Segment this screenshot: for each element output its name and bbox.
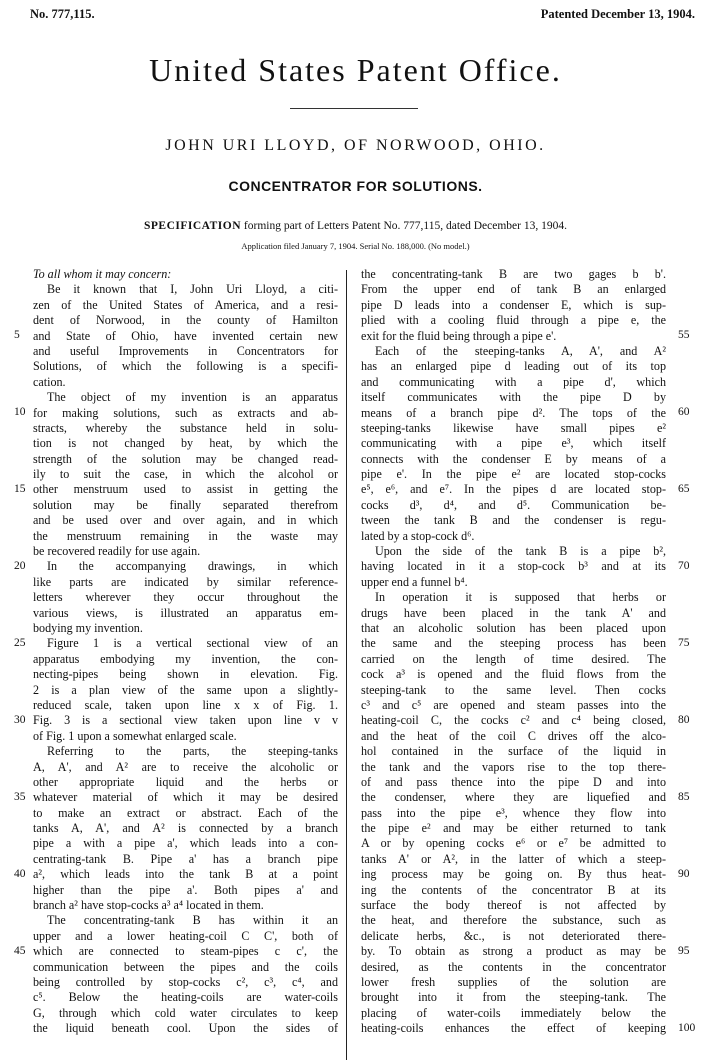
line-number: 95: [678, 944, 690, 957]
text-line: and the heat of the coil C drives off the alco-: [361, 728, 666, 743]
text-line: for making solutions, such as extracts and ab-: [33, 405, 338, 420]
line-number: 75: [678, 636, 690, 649]
line-number: 70: [678, 559, 690, 572]
patent-date: Patented December 13, 1904.: [540, 7, 695, 21]
text-line: and be used over and over again, and in which: [33, 513, 338, 528]
line-number: 85: [678, 790, 690, 803]
text-line: connects with the condenser E by means of a: [361, 451, 666, 466]
text-line: a², which leads into the tank B at a point: [33, 867, 338, 882]
text-line: tanks A, A', and A² is connected by a branch: [33, 821, 338, 836]
text-line: placing of water-coils immediately below the: [361, 1005, 666, 1020]
text-line: In the accompanying drawings, in which: [47, 559, 338, 574]
application-line: Application filed January 7, 1904. Serial No. 188,000. (No model.): [241, 241, 470, 251]
text-line: various views, is illustrated an apparatus em-: [33, 605, 338, 620]
text-line: of Fig. 1 upon a somewhat enlarged scale.: [33, 728, 237, 743]
right-text-column: [361, 267, 666, 1037]
text-line: drugs have been placed in the tank A' and: [361, 605, 666, 620]
text-line: like parts are indicated by similar reference-: [33, 574, 338, 589]
text-line: steeping-tanks likewise have small pipes e²: [361, 420, 666, 435]
text-line: Each of the steeping-tanks A, A', and A²: [375, 343, 666, 358]
text-line: which are connected to steam-pipes c c', the: [33, 944, 338, 959]
text-line: the menstruum remaining in the waste may: [33, 528, 338, 543]
text-line: heating-coils enhances the effect of keeping: [361, 1021, 666, 1036]
text-line: hol contained in the surface of the liquid in: [361, 744, 666, 759]
inventor-line: JOHN URI LLOYD, OF NORWOOD, OHIO.: [165, 137, 546, 154]
text-line: From the upper end of tank B an enlarged: [361, 282, 666, 297]
invention-title: CONCENTRATOR FOR SOLUTIONS.: [228, 178, 483, 194]
column-divider: [346, 270, 347, 1060]
text-line: branch a² have stop-cocks a³ a⁴ located in them.: [33, 898, 264, 913]
text-line: cation.: [33, 374, 66, 389]
text-line: plied with a cooling fluid through a pipe e, the: [361, 313, 666, 328]
text-line: Be it known that I, John Uri Lloyd, a citi-: [47, 282, 338, 297]
text-line: by. To obtain as strong a product as may be: [361, 944, 666, 959]
line-number: 20: [14, 559, 26, 572]
text-line: the heat, and therefore the substance, such as: [361, 913, 666, 928]
line-number: 25: [14, 636, 26, 649]
text-line: ing the contents of the concentrator B at its: [361, 882, 666, 897]
text-line: has an enlarged pipe d leading out of its top: [361, 359, 666, 374]
specification-text: forming part of Letters Patent No. 777,115, dated December 13, 1904.: [241, 220, 567, 232]
line-number: 40: [14, 867, 26, 880]
text-line: having located in it a stop-cock b³ and at its: [361, 559, 666, 574]
text-line: To all whom it may concern:: [33, 267, 172, 281]
text-line: pass into the pipe e³, whence they flow into: [361, 805, 666, 820]
text-line: steeping-tank to the same level. Then cocks: [361, 682, 666, 697]
text-line: and State of Ohio, have invented certain new: [33, 328, 338, 343]
text-line: to make an extract or abstract. Each of the: [33, 805, 338, 820]
text-line: Upon the side of the tank B is a pipe b²,: [375, 544, 666, 559]
specification-line: [0, 220, 711, 232]
line-number: 45: [14, 944, 26, 957]
line-number: 5: [14, 328, 20, 341]
text-line: being controlled by stop-cocks c², c³, c⁴, and: [33, 974, 338, 989]
text-line: the pipe e² and may be either returned to tank: [361, 821, 666, 836]
text-line: pipe e'. In the pipe e² are located stop-cocks: [361, 467, 666, 482]
text-line: 2 is a plan view of the same upon a slightly-: [33, 682, 338, 697]
line-number: 15: [14, 482, 26, 495]
text-line: c³ and c⁵ are opened and steam passes into the: [361, 697, 666, 712]
office-title: United States Patent Office.: [149, 52, 562, 88]
text-line: be recovered readily for use again.: [33, 544, 201, 559]
text-line: other menstruum used to assist in getting the: [33, 482, 338, 497]
text-line: communication between the pipes and the coils: [33, 959, 338, 974]
text-line: dent of Norwood, in the county of Hamilton: [33, 313, 338, 328]
line-number: 30: [14, 713, 26, 726]
text-line: Solutions, of which the following is a specifi-: [33, 359, 338, 374]
text-line: brought into it from the steeping-tank. The: [361, 990, 666, 1005]
text-line: The object of my invention is an apparatus: [47, 390, 338, 405]
text-line: tanks A' or A², in the latter of which a steep-: [361, 851, 666, 866]
line-number: 60: [678, 405, 690, 418]
text-line: cocks d³, d⁴, and d⁵. Communication be-: [361, 497, 666, 512]
text-line: the liquid beneath cool. Upon the sides of: [33, 1021, 338, 1036]
text-line: zen of the United States of America, and a resi-: [33, 297, 338, 312]
title-rule: [290, 108, 418, 109]
line-number: 35: [14, 790, 26, 803]
text-line: bodying my invention.: [33, 620, 143, 635]
text-line: communicating with a pipe e³, which itself: [361, 436, 666, 451]
line-number: 90: [678, 867, 690, 880]
text-line: e⁵, e⁶, and e⁷. In the pipes d are located stop-: [361, 482, 666, 497]
line-number: 80: [678, 713, 690, 726]
text-line: strength of the solution may be changed read-: [33, 451, 338, 466]
text-line: surface the body thereof is not affected by: [361, 898, 666, 913]
text-line: whatever material of which it may be desired: [33, 790, 338, 805]
line-number: 100: [678, 1021, 696, 1034]
text-line: the condenser, where they are liquefied and: [361, 790, 666, 805]
text-line: desired, as the contents in the concentrator: [361, 959, 666, 974]
text-line: Figure 1 is a vertical sectional view of an: [47, 636, 338, 651]
text-line: A, A', and A² are to receive the alcoholic or: [33, 759, 338, 774]
text-line: In operation it is supposed that herbs or: [375, 590, 666, 605]
text-line: that an alcoholic solution has been placed upon: [361, 620, 666, 635]
text-line: the same and the steeping process has been: [361, 636, 666, 651]
text-line: A or by opening cocks e⁶ or e⁷ be admitted to: [361, 836, 666, 851]
text-line: The concentrating-tank B has within it an: [47, 913, 338, 928]
text-line: G, through which cold water circulates to keep: [33, 1005, 338, 1020]
text-line: higher than the pipe a'. Both pipes a' and: [33, 882, 338, 897]
text-line: the tank and the vapors rise to the top there-: [361, 759, 666, 774]
page-header: [30, 7, 695, 27]
text-line: pipe D leads into a condenser E, which is sup-: [361, 297, 666, 312]
text-line: and communicating with a pipe d', which: [361, 374, 666, 389]
text-line: heating-coil C, the cocks c² and c⁴ being closed,: [361, 713, 666, 728]
text-line: apparatus embodying my invention, the con-: [33, 651, 338, 666]
text-line: itself communicates with the pipe D by: [361, 390, 666, 405]
text-line: carried on the length of time desired. The: [361, 651, 666, 666]
text-line: upper end a funnel b⁴.: [361, 574, 468, 589]
patent-number: No. 777,115.: [30, 7, 95, 21]
text-line: pipe a with a pipe a', which leads into a con-: [33, 836, 338, 851]
text-line: delicate herbs, &c., is not deteriorated there-: [361, 928, 666, 943]
text-line: ing process may be going on. By thus heat-: [361, 867, 666, 882]
text-line: lower fresh supplies of the solution are: [361, 974, 666, 989]
text-line: necting-pipes being shown in elevation. Fig.: [33, 667, 338, 682]
text-line: c⁵. Below the heating-coils are water-coils: [33, 990, 338, 1005]
text-line: the concentrating-tank B are two gages b b'.: [361, 267, 666, 281]
line-number: 65: [678, 482, 690, 495]
text-line: means of a branch pipe d². The tops of the: [361, 405, 666, 420]
text-line: letters wherever they occur throughout the: [33, 590, 338, 605]
specification-lead: SPECIFICATION: [144, 220, 242, 232]
text-line: and useful Improvements in Concentrators for: [33, 343, 338, 358]
line-number: 55: [678, 328, 690, 341]
line-number: 10: [14, 405, 26, 418]
text-line: upper and a lower heating-coil C C', both of: [33, 928, 338, 943]
text-line: tion is not changed by heat, by which the: [33, 436, 338, 451]
text-line: ily to suit the case, in which the alcohol or: [33, 467, 338, 482]
left-text-column: [33, 267, 338, 1037]
text-line: Referring to the parts, the steeping-tanks: [47, 744, 338, 759]
text-line: Fig. 3 is a sectional view taken upon line v v: [33, 713, 338, 728]
text-line: of and pass thence into the pipe D and into: [361, 774, 666, 789]
text-line: tween the tank B and the condenser is regu-: [361, 513, 666, 528]
text-line: centrating-tank B. Pipe a' has a branch pipe: [33, 851, 338, 866]
text-line: lated by a stop-cock d⁶.: [361, 528, 475, 543]
text-line: other appropriate liquid and the herbs or: [33, 774, 338, 789]
text-line: reduced scale, taken upon line x x of Fig. 1.: [33, 697, 338, 712]
text-line: cock a³ is opened and the fluid flows from the: [361, 667, 666, 682]
text-line: exit for the fluid being through a pipe e'.: [361, 328, 557, 343]
text-line: stracts, whereby the substance held in solu-: [33, 420, 338, 435]
text-line: solution may be finally separated therefrom: [33, 497, 338, 512]
